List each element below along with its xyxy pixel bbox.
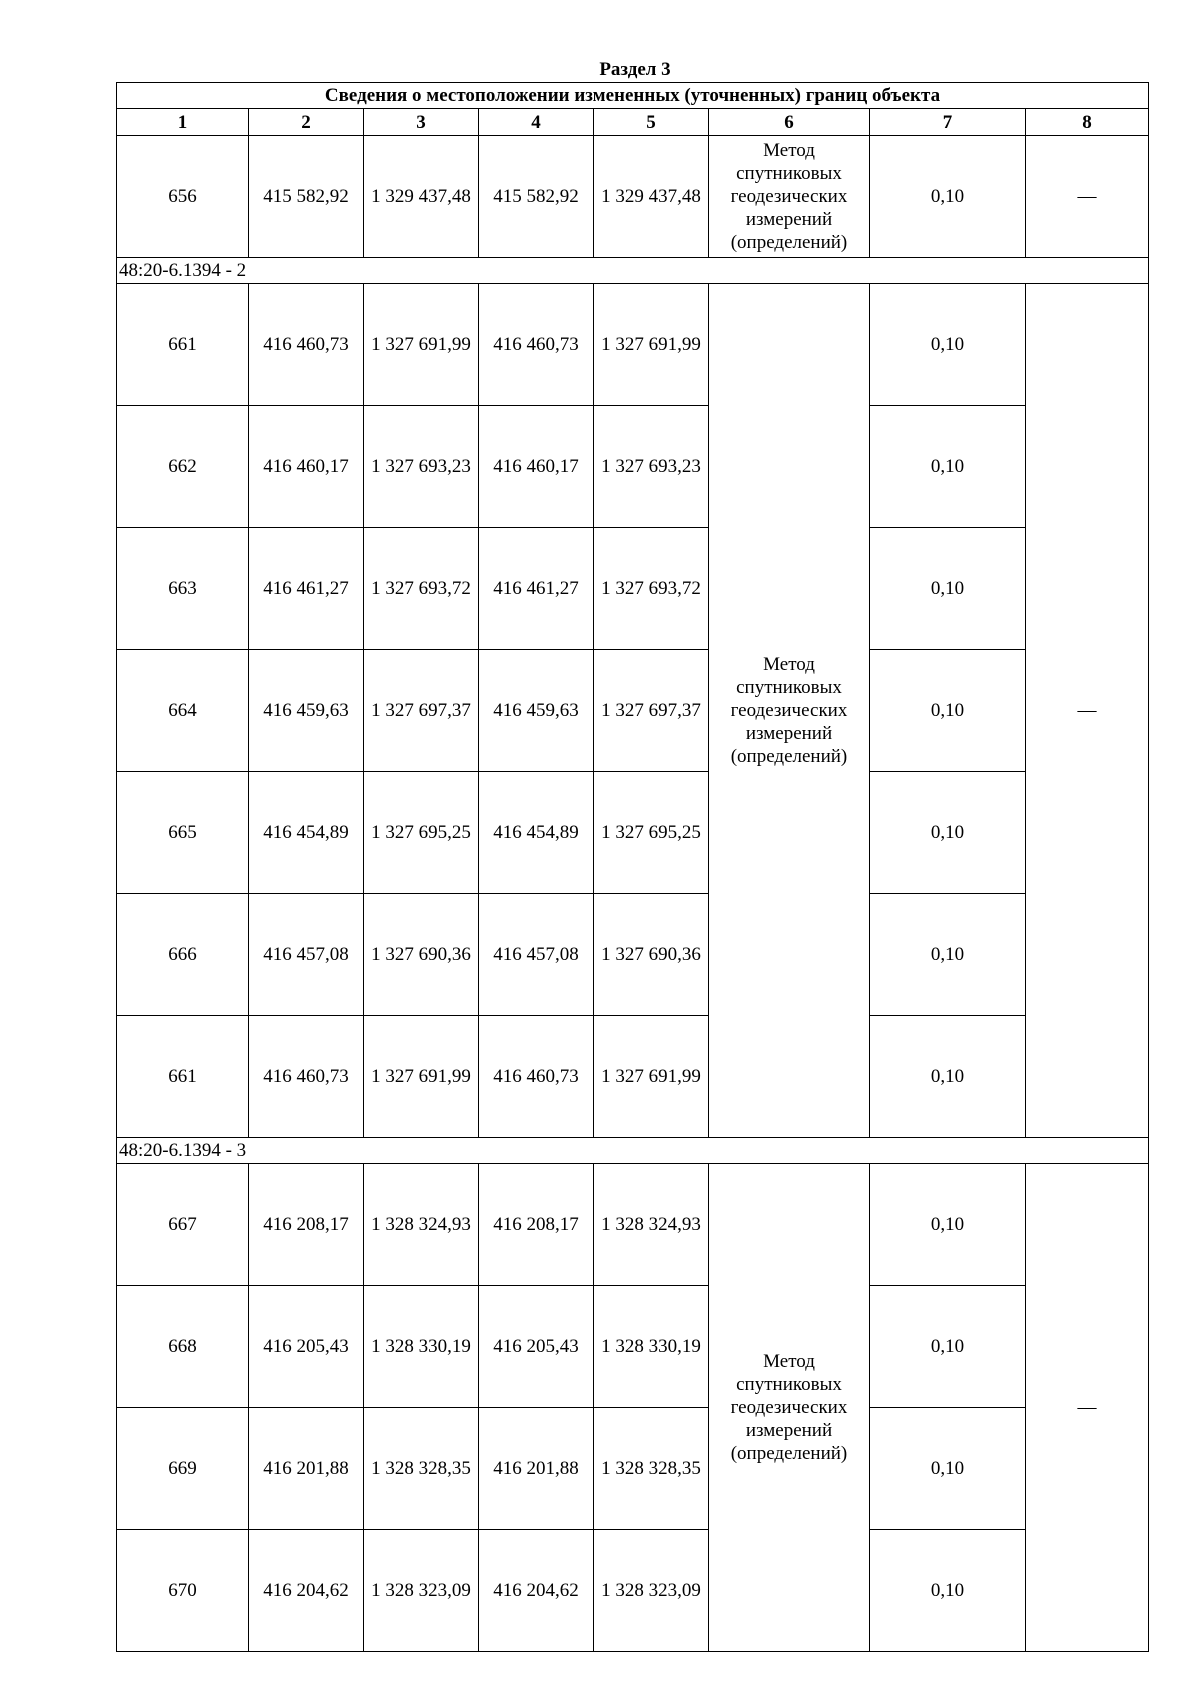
accuracy-cell: 0,10	[870, 284, 1026, 406]
accuracy-cell: 0,10	[870, 1164, 1026, 1286]
y-old-cell: 1 327 693,72	[364, 528, 479, 650]
y-new-cell: 1 327 695,25	[594, 772, 709, 894]
x-old-cell: 416 459,63	[249, 650, 364, 772]
part-label: 48:20-6.1394 - 2	[117, 258, 1149, 284]
point-number-cell: 662	[117, 406, 249, 528]
column-number: 5	[594, 109, 709, 136]
x-new-cell: 416 460,73	[479, 1016, 594, 1138]
table-caption: Сведения о местоположении измененных (уточненных) границ объекта	[117, 83, 1149, 109]
method-cell: Метод спутниковых геодезических измерений (определений)	[709, 136, 870, 258]
method-cell: Метод спутниковых геодезических измерений (определений)	[709, 284, 870, 1138]
table-row	[117, 1408, 1149, 1530]
x-old-cell: 416 460,73	[249, 1016, 364, 1138]
accuracy-cell: 0,10	[870, 528, 1026, 650]
part-label-row	[117, 258, 1149, 284]
accuracy-cell: 0,10	[870, 136, 1026, 258]
section-title: Раздел 3	[599, 59, 671, 80]
column-number: 4	[479, 109, 594, 136]
accuracy-cell: 0,10	[870, 1530, 1026, 1652]
x-new-cell: 416 204,62	[479, 1530, 594, 1652]
table-row	[117, 772, 1149, 894]
accuracy-cell: 0,10	[870, 772, 1026, 894]
y-old-cell: 1 329 437,48	[364, 136, 479, 258]
y-new-cell: 1 327 691,99	[594, 284, 709, 406]
x-new-cell: 416 460,73	[479, 284, 594, 406]
point-number-cell: 668	[117, 1286, 249, 1408]
y-new-cell: 1 327 697,37	[594, 650, 709, 772]
y-new-cell: 1 327 691,99	[594, 1016, 709, 1138]
y-old-cell: 1 327 691,99	[364, 1016, 479, 1138]
table-row	[117, 406, 1149, 528]
point-number-cell: 661	[117, 284, 249, 406]
part-label: 48:20-6.1394 - 3	[117, 1138, 1149, 1164]
column-numbers-row	[117, 109, 1149, 136]
point-number-cell: 656	[117, 136, 249, 258]
accuracy-cell: 0,10	[870, 1408, 1026, 1530]
x-old-cell: 416 205,43	[249, 1286, 364, 1408]
table-row	[117, 1286, 1149, 1408]
x-new-cell: 416 454,89	[479, 772, 594, 894]
x-new-cell: 416 461,27	[479, 528, 594, 650]
point-number-cell: 669	[117, 1408, 249, 1530]
y-old-cell: 1 328 323,09	[364, 1530, 479, 1652]
table-row	[117, 894, 1149, 1016]
x-old-cell: 415 582,92	[249, 136, 364, 258]
y-new-cell: 1 328 330,19	[594, 1286, 709, 1408]
method-cell: Метод спутниковых геодезических измерений (определений)	[709, 1164, 870, 1652]
point-number-cell: 661	[117, 1016, 249, 1138]
column-number: 7	[870, 109, 1026, 136]
note-cell: —	[1026, 284, 1149, 1138]
x-new-cell: 416 457,08	[479, 894, 594, 1016]
note-cell: —	[1026, 1164, 1149, 1652]
column-number: 2	[249, 109, 364, 136]
y-new-cell: 1 328 324,93	[594, 1164, 709, 1286]
table-row	[117, 284, 1149, 406]
accuracy-cell: 0,10	[870, 1286, 1026, 1408]
x-new-cell: 415 582,92	[479, 136, 594, 258]
point-number-cell: 666	[117, 894, 249, 1016]
point-number-cell: 670	[117, 1530, 249, 1652]
x-new-cell: 416 460,17	[479, 406, 594, 528]
x-new-cell: 416 201,88	[479, 1408, 594, 1530]
column-number: 8	[1026, 109, 1149, 136]
y-new-cell: 1 327 690,36	[594, 894, 709, 1016]
y-old-cell: 1 327 693,23	[364, 406, 479, 528]
table-row	[117, 136, 1149, 258]
point-number-cell: 665	[117, 772, 249, 894]
y-old-cell: 1 328 330,19	[364, 1286, 479, 1408]
x-new-cell: 416 208,17	[479, 1164, 594, 1286]
table-row	[117, 1164, 1149, 1286]
table-row	[117, 528, 1149, 650]
column-number: 3	[364, 109, 479, 136]
x-old-cell: 416 457,08	[249, 894, 364, 1016]
table-caption-row	[117, 83, 1149, 109]
x-old-cell: 416 208,17	[249, 1164, 364, 1286]
point-number-cell: 663	[117, 528, 249, 650]
point-number-cell: 667	[117, 1164, 249, 1286]
y-new-cell: 1 328 323,09	[594, 1530, 709, 1652]
x-old-cell: 416 454,89	[249, 772, 364, 894]
column-number: 6	[709, 109, 870, 136]
y-old-cell: 1 328 328,35	[364, 1408, 479, 1530]
point-number-cell: 664	[117, 650, 249, 772]
y-old-cell: 1 327 690,36	[364, 894, 479, 1016]
accuracy-cell: 0,10	[870, 894, 1026, 1016]
y-old-cell: 1 327 697,37	[364, 650, 479, 772]
table-row	[117, 1016, 1149, 1138]
table-row	[117, 650, 1149, 772]
y-new-cell: 1 328 328,35	[594, 1408, 709, 1530]
accuracy-cell: 0,10	[870, 1016, 1026, 1138]
table-row	[117, 1530, 1149, 1652]
x-new-cell: 416 459,63	[479, 650, 594, 772]
x-new-cell: 416 205,43	[479, 1286, 594, 1408]
y-new-cell: 1 327 693,23	[594, 406, 709, 528]
column-number: 1	[117, 109, 249, 136]
x-old-cell: 416 460,73	[249, 284, 364, 406]
part-label-row	[117, 1138, 1149, 1164]
accuracy-cell: 0,10	[870, 650, 1026, 772]
x-old-cell: 416 460,17	[249, 406, 364, 528]
x-old-cell: 416 204,62	[249, 1530, 364, 1652]
y-new-cell: 1 329 437,48	[594, 136, 709, 258]
accuracy-cell: 0,10	[870, 406, 1026, 528]
note-cell: —	[1026, 136, 1149, 258]
y-new-cell: 1 327 693,72	[594, 528, 709, 650]
x-old-cell: 416 461,27	[249, 528, 364, 650]
x-old-cell: 416 201,88	[249, 1408, 364, 1530]
y-old-cell: 1 327 695,25	[364, 772, 479, 894]
y-old-cell: 1 328 324,93	[364, 1164, 479, 1286]
y-old-cell: 1 327 691,99	[364, 284, 479, 406]
coordinates-table	[116, 82, 1149, 1652]
